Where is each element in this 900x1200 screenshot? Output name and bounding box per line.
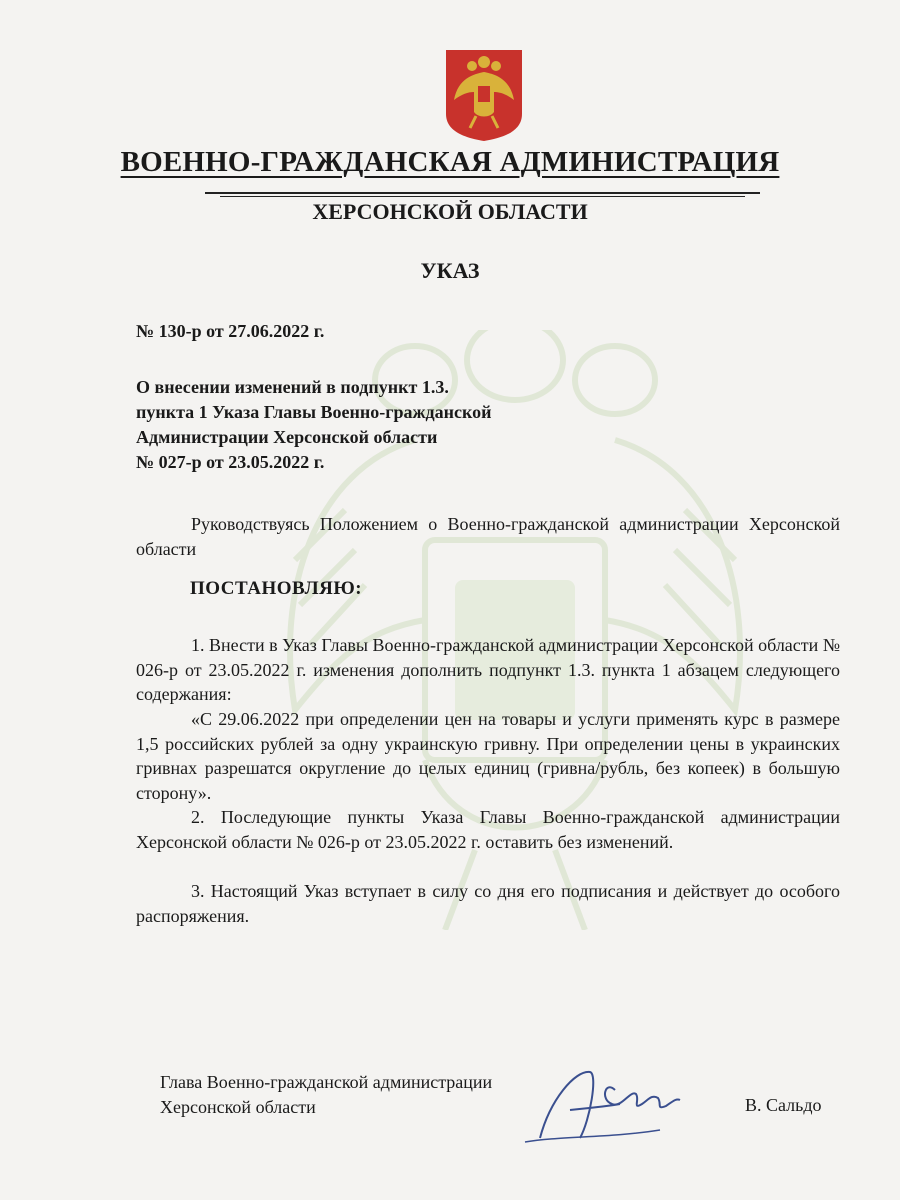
signatory-role-line: Глава Военно-гражданской администрации bbox=[160, 1072, 493, 1092]
title-divider bbox=[205, 192, 760, 194]
title-divider-thin bbox=[220, 196, 745, 197]
document-number-date: № 130-р от 27.06.2022 г. bbox=[136, 321, 325, 341]
decree-heading: ПОСТАНОВЛЯЮ: bbox=[190, 578, 363, 599]
item-2-paragraph: 2. Последующие пункты Указа Главы Военно-гражданской администрации Херсонской области № 026-р от 23.05.2022 г. оставить без изменений. bbox=[136, 807, 840, 852]
subject-line: № 027-р от 23.05.2022 г. bbox=[136, 452, 325, 472]
handwritten-signature-icon bbox=[520, 1060, 690, 1150]
coat-of-arms-icon bbox=[444, 48, 524, 142]
subject-line: О внесении изменений в подпункт 1.3. bbox=[136, 377, 449, 397]
organization-region: ХЕРСОНСКОЙ ОБЛАСТИ bbox=[312, 199, 588, 224]
item-1-paragraph: 1. Внести в Указ Главы Военно-гражданской администрации Херсонской области № 026-р от 23.05.2022 г. изменения дополнить подпункт 1.3. пункта 1 абзацем следующего содержания: bbox=[136, 635, 840, 704]
item-3-paragraph: 3. Настоящий Указ вступает в силу со дня его подписания и действует до особого распоряжения. bbox=[136, 881, 840, 926]
quote-paragraph: «С 29.06.2022 при определении цен на товары и услуги применять курс в размере 1,5 российских рублей за одну украинскую гривну. При определении цены в украинских гривнах разрешатся округление до целых единиц (гривна/рубль, без копеек) в большую сторону». bbox=[136, 709, 840, 803]
preamble-paragraph: Руководствуясь Положением о Военно-гражданской администрации Херсонской области bbox=[136, 514, 840, 559]
signatory-role-line: Херсонской области bbox=[160, 1097, 316, 1117]
organization-title: ВОЕННО-ГРАЖДАНСКАЯ АДМИНИСТРАЦИЯ bbox=[120, 146, 780, 178]
document-type: УКАЗ bbox=[420, 258, 480, 283]
subject-line: Администрации Херсонской области bbox=[136, 427, 438, 447]
signatory-role bbox=[160, 1070, 492, 1120]
subject-line: пункта 1 Указа Главы Военно-гражданской bbox=[136, 402, 492, 422]
document-subject bbox=[136, 375, 491, 475]
signatory-name: В. Сальдо bbox=[745, 1095, 822, 1115]
